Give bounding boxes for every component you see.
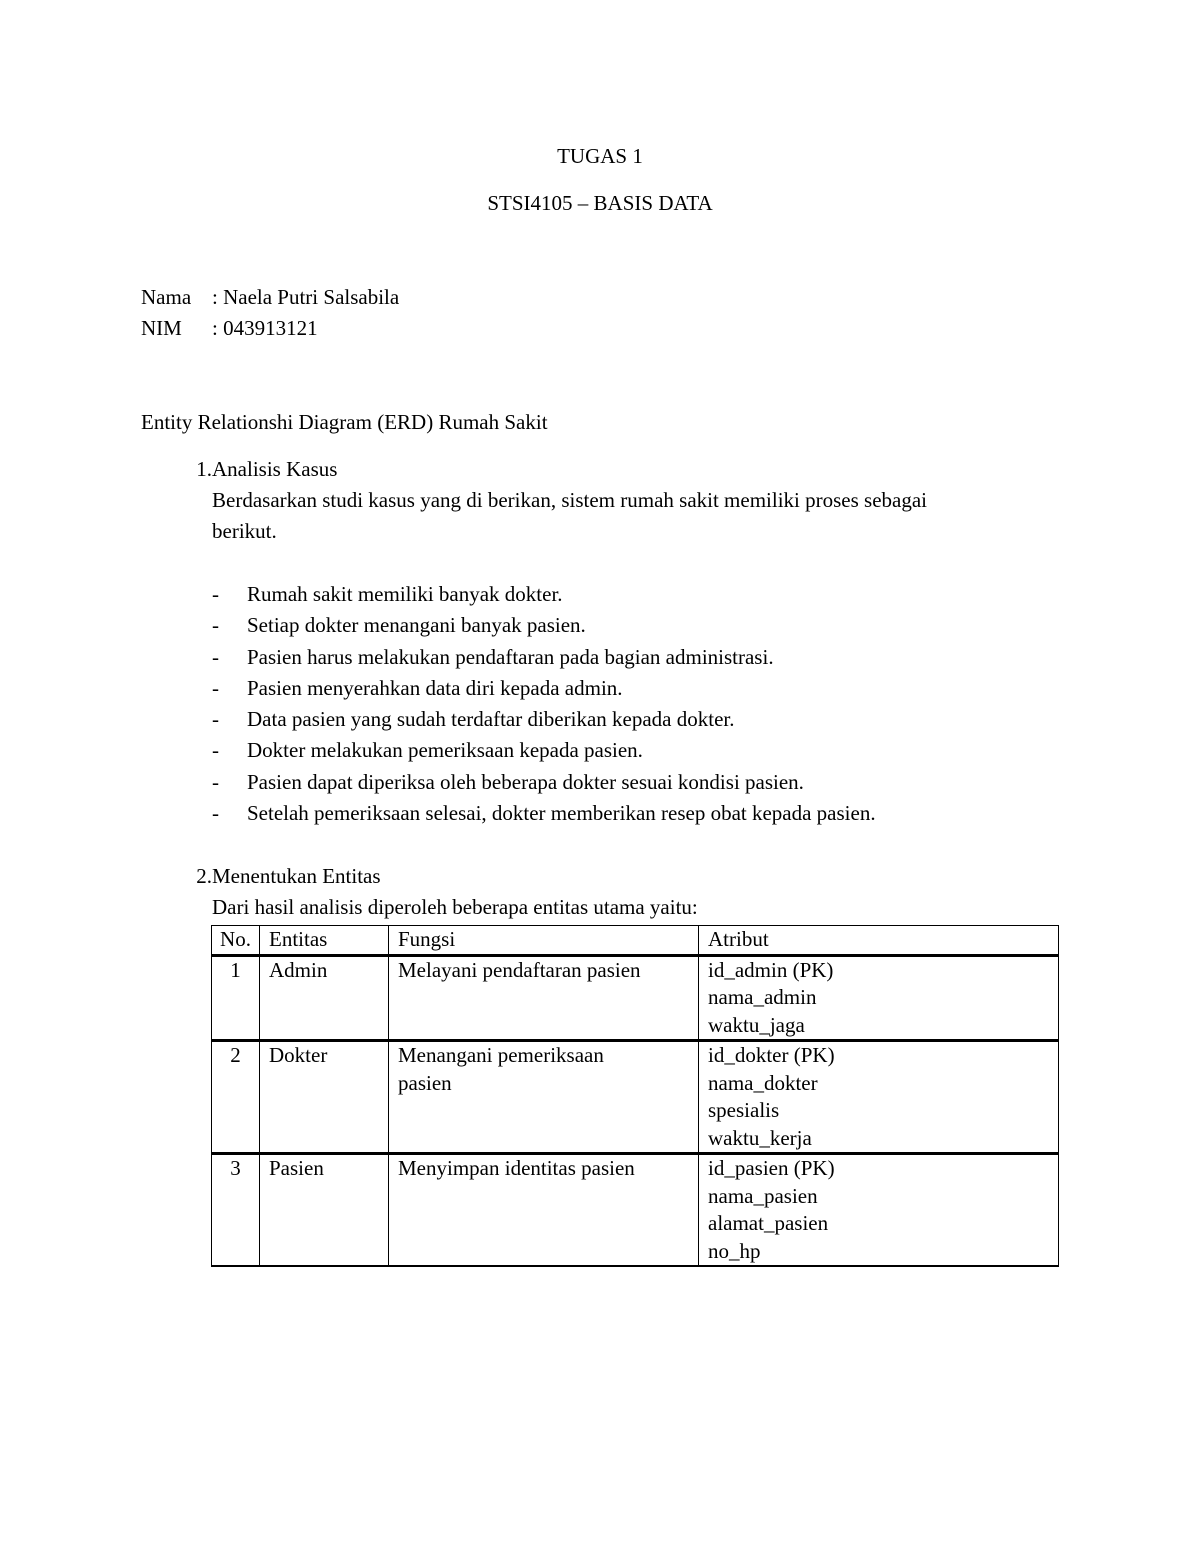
bullet-marker: - (212, 613, 219, 638)
identity-label: NIM (141, 316, 182, 340)
item-heading-row (141, 861, 1061, 892)
cell-line: pasien (398, 1070, 452, 1095)
item-menentukan-entitas (141, 861, 1061, 923)
item-heading-row (141, 454, 1061, 485)
cell-line: spesialis (708, 1098, 780, 1122)
list-item-text: Pasien menyerahkan data diri kepada admin. (247, 675, 623, 700)
column-header-fungsi: Fungsi (389, 926, 699, 956)
cell-entitas: Pasien (260, 1154, 389, 1267)
list-item-text: Setelah pemeriksaan selesai, dokter memberikan resep obat kepada pasien. (247, 801, 876, 826)
cell-atribut (699, 1154, 1059, 1267)
cell-line: no_hp (708, 1238, 761, 1263)
item-analisis-kasus (141, 454, 1061, 547)
cell-line: nama_pasien (708, 1183, 818, 1208)
bullet-list-wrapper (212, 579, 1061, 829)
cell-line: nama_admin (708, 985, 817, 1009)
list-item (212, 798, 1061, 829)
item-intro-line: Dari hasil analisis diperoleh beberapa entitas utama yaitu: (212, 895, 698, 919)
item-intro (212, 892, 1061, 923)
identity-value: : Naela Putri Salsabila (212, 285, 400, 309)
list-item-text: Pasien harus melakukan pendaftaran pada bagian administrasi. (247, 644, 774, 669)
column-header-no: No. (212, 926, 260, 956)
cell-line: Melayani pendaftaran pasien (398, 957, 641, 982)
cell-line: id_dokter (PK) (708, 1043, 835, 1067)
table-row (212, 1154, 1059, 1267)
cell-line: waktu_jaga (708, 1012, 805, 1037)
cell-fungsi (389, 955, 699, 1041)
item-heading: Analisis Kasus (212, 457, 338, 481)
cell-atribut (699, 1041, 1059, 1154)
document-subtitle: STSI4105 – BASIS DATA (487, 191, 713, 215)
list-item (212, 579, 1061, 610)
section-title: Entity Relationshi Diagram (ERD) Rumah Sakit (141, 410, 548, 434)
item-intro-line: Berdasarkan studi kasus yang di berikan, sistem rumah sakit memiliki proses sebagai (212, 488, 928, 512)
document-title: TUGAS 1 (557, 144, 643, 168)
entity-table (211, 925, 1059, 1267)
bullet-marker: - (212, 675, 219, 700)
bullet-marker: - (212, 801, 219, 826)
identity-label: Nama (141, 285, 192, 309)
list-item (212, 704, 1061, 735)
table-header-row (212, 926, 1059, 956)
cell-line: waktu_kerja (708, 1125, 812, 1150)
column-header-entitas: Entitas (260, 926, 389, 956)
cell-line: alamat_pasien (708, 1211, 829, 1235)
identity-row-nama (141, 282, 399, 313)
list-item (212, 642, 1061, 673)
list-item (212, 767, 1061, 798)
table-row (212, 1041, 1059, 1154)
bullet-marker: - (212, 582, 219, 606)
list-item (212, 610, 1061, 641)
list-item-text: Dokter melakukan pemeriksaan kepada pasien. (247, 738, 643, 763)
cell-entitas: Admin (260, 955, 389, 1041)
bullet-marker: - (212, 769, 219, 794)
cell-line: nama_dokter (708, 1070, 818, 1095)
list-item-text: Rumah sakit memiliki banyak dokter. (247, 582, 563, 606)
item-number: 1. (196, 457, 212, 481)
cell-fungsi (389, 1041, 699, 1154)
identity-block (141, 282, 399, 344)
list-item (212, 735, 1061, 766)
cell-line: Menangani pemeriksaan (398, 1043, 604, 1067)
list-item-text: Setiap dokter menangani banyak pasien. (247, 613, 586, 638)
cell-no: 3 (212, 1154, 260, 1267)
identity-value: : 043913121 (212, 316, 318, 340)
list-item-text: Pasien dapat diperiksa oleh beberapa dokter sesuai kondisi pasien. (247, 769, 804, 794)
table-row (212, 955, 1059, 1041)
bullet-marker: - (212, 644, 219, 669)
bullet-list-block (141, 579, 1061, 829)
item-intro (212, 485, 1061, 547)
item-intro-line: berikut. (212, 519, 277, 543)
cell-atribut (699, 955, 1059, 1041)
cell-no: 1 (212, 955, 260, 1041)
cell-line: id_pasien (PK) (708, 1156, 835, 1180)
bullet-marker: - (212, 738, 219, 763)
cell-fungsi (389, 1154, 699, 1267)
cell-no: 2 (212, 1041, 260, 1154)
bullet-marker: - (212, 707, 219, 732)
bullet-list (212, 579, 1061, 829)
item-heading: Menentukan Entitas (212, 864, 381, 888)
list-item-text: Data pasien yang sudah terdaftar diberikan kepada dokter. (247, 707, 735, 732)
list-item (212, 673, 1061, 704)
identity-row-nim (141, 313, 399, 344)
column-header-atribut: Atribut (699, 926, 1059, 956)
item-number: 2. (196, 864, 212, 888)
cell-line: Menyimpan identitas pasien (398, 1156, 635, 1180)
cell-entitas: Dokter (260, 1041, 389, 1154)
cell-line: id_admin (PK) (708, 957, 834, 982)
